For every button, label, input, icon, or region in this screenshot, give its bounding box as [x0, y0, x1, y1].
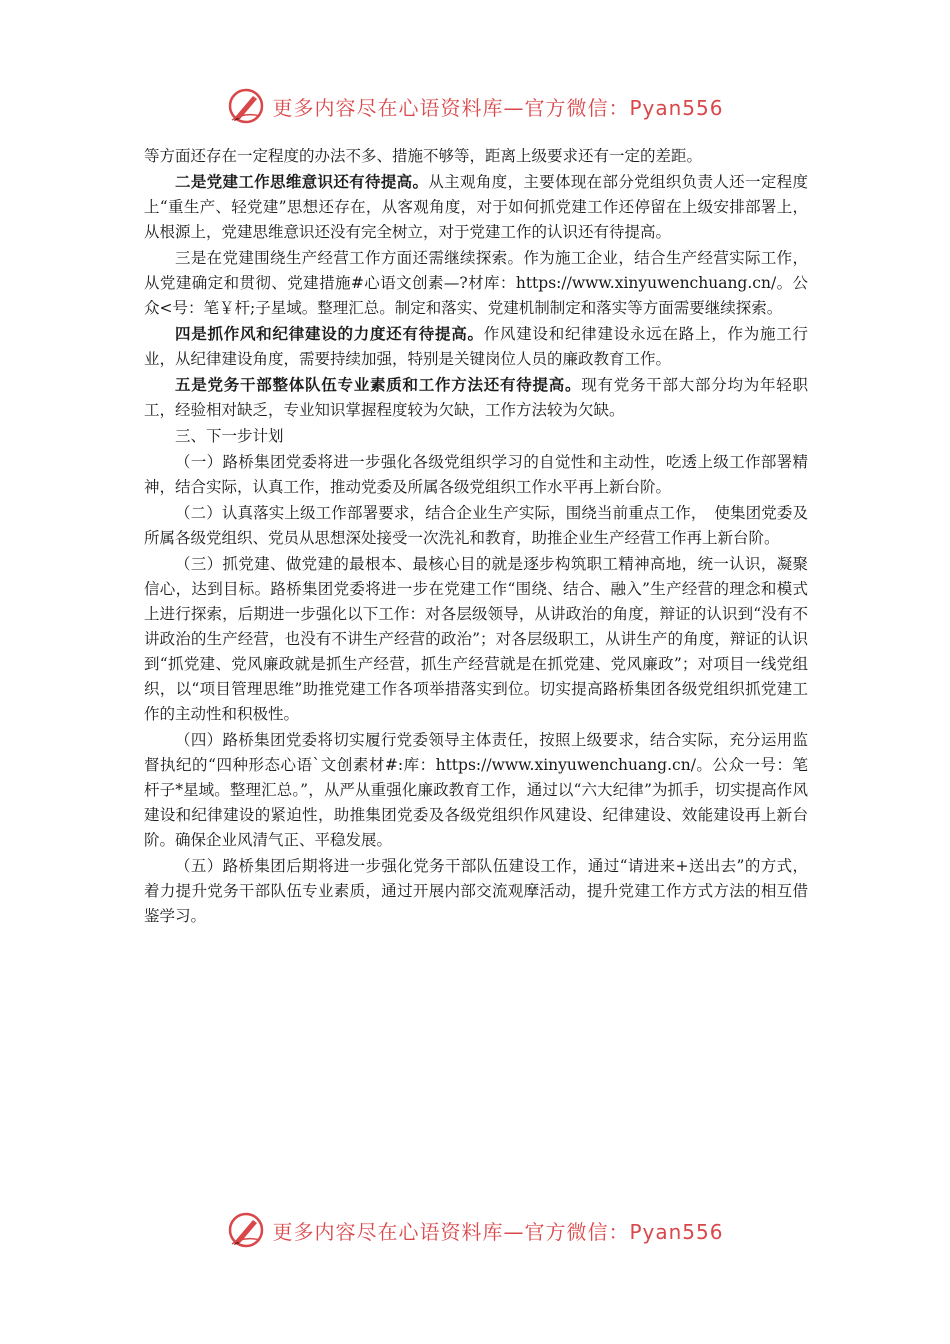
pen-logo-icon — [226, 86, 266, 126]
footer-banner — [0, 1208, 950, 1252]
banner-text: 更多内容尽在心语资料库—官方微信：Pyan556 — [272, 1219, 724, 1244]
paragraph-text: 作风建设和纪律建设永远在路上，作为施工行业，从纪律建设角度，需要持续加强，特别是关键岗位人员的廉政教育工作。 — [144, 325, 808, 368]
paragraph-text: （一）路桥集团党委将进一步强化各级党组织学习的自觉性和主动性，吃透上级工作部署精神，结合实际，认真工作，推动党委及所属各级党组织工作水平再上新台阶。 — [144, 453, 808, 496]
paragraph-0 — [144, 143, 808, 169]
paragraph-lead: 二是党建工作思维意识还有待提高。 — [175, 172, 429, 191]
paragraph-text: （三）抓党建、做党建的最根本、最核心目的就是逐步构筑职工精神高地，统一认识，凝聚信心，达到目标。路桥集团党委将进一步在党建工作“围绕、结合、融入”生产经营的理念和模式上进行探索，后期进一步强化以下工作：对各层级领导，从讲政治的角度，辩证的认识到“没有不讲政治的生产经营，也没有不讲生产经营的政治”；对各层级职工，从讲生产的角度，辩证的认识到“抓党建、党风廉政就是抓生产经营，抓生产经营就是在抓党建、党风廉政”；对项目一线党组织，以“项目管理思维”助推党建工作各项举措落实到位。切实提高路桥集团各级党组织抓党建工作的主动性和积极性。 — [144, 555, 808, 723]
paragraph-text: （四）路桥集团党委将切实履行党委领导主体责任，按照上级要求，结合实际，充分运用监督执纪的“四种形态心语`文创素材#:库：https://www.xinyuwenchuang.cn/。公众一号：笔杆子*星域。整理汇总。”，从严从重强化廉政教育工作，通过以“六大纪律”为抓手，切实提高作风建设和纪律建设的紧迫性，助推集团党委及各级党组织作风建设、纪律建设、效能建设再上新台阶。确保企业风清气正、平稳发展。 — [144, 731, 808, 849]
paragraph-text: （二）认真落实上级工作部署要求，结合企业生产实际，围绕当前重点工作， 使集团党委及所属各级党组织、党员从思想深处接受一次洗礼和教育，助推企业生产经营工作再上新台阶。 — [144, 504, 808, 547]
paragraph-4 — [144, 372, 808, 423]
section-heading — [144, 423, 808, 449]
paragraph-6 — [144, 449, 808, 500]
paragraph-7 — [144, 500, 808, 551]
pen-logo-icon — [226, 1210, 266, 1250]
header-banner — [0, 84, 950, 128]
paragraph-lead: 四是抓作风和纪律建设的力度还有待提高。 — [175, 324, 484, 343]
paragraph-text: 现有党务干部大部分均为年轻职工，经验相对缺乏，专业知识掌握程度较为欠缺，工作方法较为欠缺。 — [144, 376, 808, 419]
paragraph-2 — [144, 245, 808, 321]
paragraph-1 — [144, 169, 808, 245]
section-heading-text: 三、下一步计划 — [175, 427, 284, 445]
paragraph-10 — [144, 853, 808, 929]
paragraph-lead: 五是党务干部整体队伍专业素质和工作方法还有待提高。 — [175, 375, 582, 394]
paragraph-9 — [144, 727, 808, 853]
document-body — [144, 143, 808, 929]
paragraph-text: 等方面还存在一定程度的办法不多、措施不够等，距离上级要求还有一定的差距。 — [144, 147, 703, 165]
paragraph-3 — [144, 321, 808, 372]
banner-text: 更多内容尽在心语资料库—官方微信：Pyan556 — [272, 95, 724, 120]
paragraph-text: 三是在党建围绕生产经营工作方面还需继续探索。作为施工企业，结合生产经营实际工作，从党建确定和贯彻、党建措施#心语文创素—?材库：https://www.xinyuwenchuang.cn/。公众<号：笔￥杆;子星域。整理汇总。制定和落实、党建机制制定和落实等方面需要继续探索。 — [144, 249, 808, 317]
paragraph-text: （五）路桥集团后期将进一步强化党务干部队伍建设工作，通过“请进来+送出去”的方式，着力提升党务干部队伍专业素质，通过开展内部交流观摩活动，提升党建工作方式方法的相互借鉴学习。 — [144, 857, 808, 925]
paragraph-text: 从主观角度，主要体现在部分党组织负责人还一定程度上“重生产、轻党建”思想还存在，从客观角度，对于如何抓党建工作还停留在上级安排部署上，从根源上，党建思维意识还没有完全树立，对于党建工作的认识还有待提高。 — [144, 173, 808, 241]
paragraph-8 — [144, 551, 808, 727]
